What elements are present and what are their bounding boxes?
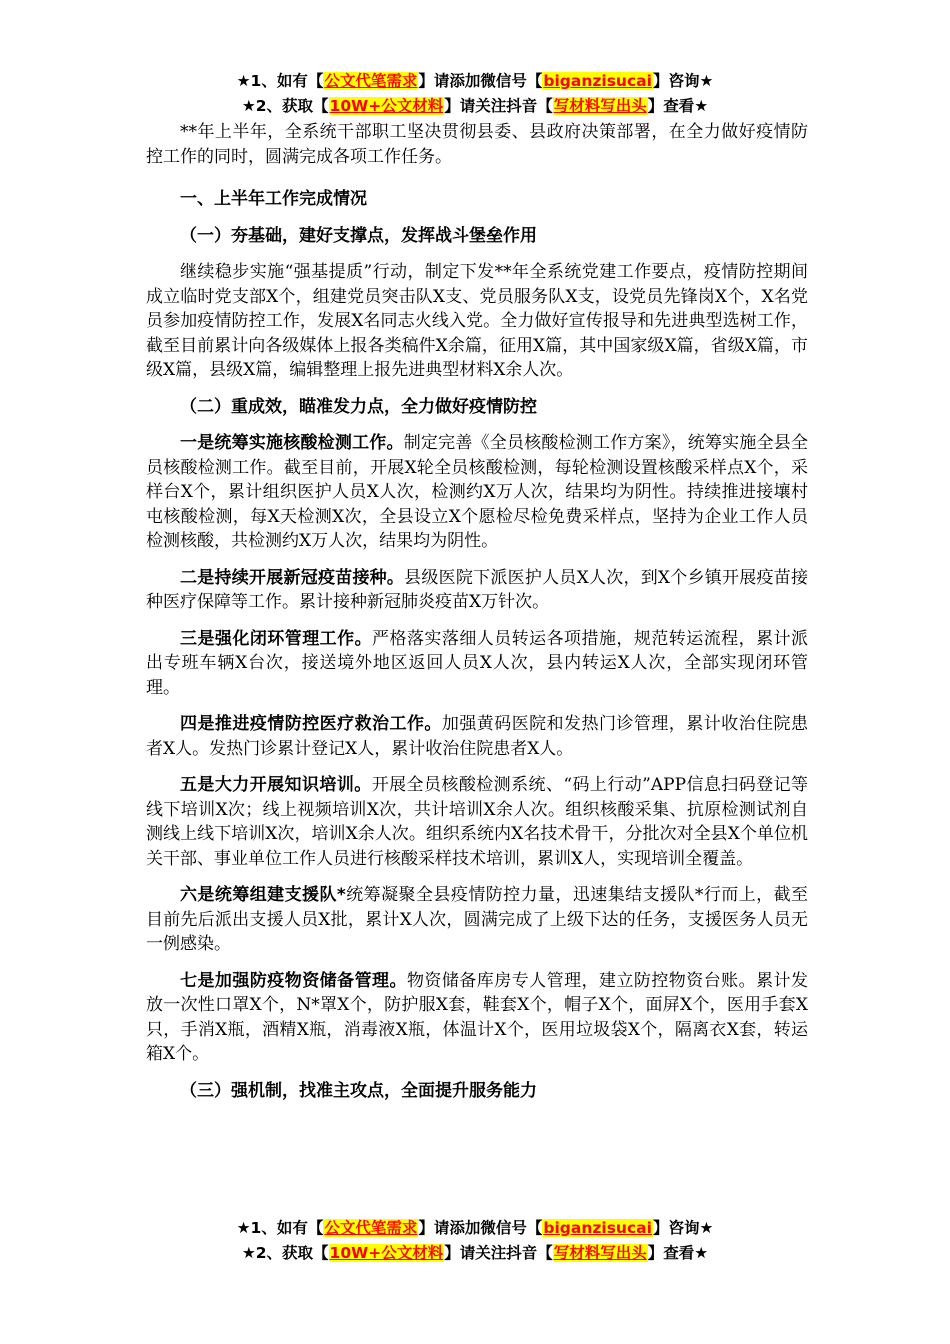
item-lead: 二是持续开展新冠疫苗接种。 <box>180 567 405 588</box>
item-lead: 七是加强防疫物资储备管理。 <box>180 970 407 991</box>
item-lead: 三是强化闭环管理工作。 <box>180 628 373 649</box>
banner-text: ★1、如有【 <box>236 72 324 90</box>
item-text: 物资储备库房专人管理，建立防控物资台账。累计发放一次性口罩X个，N*罩X个，防护服X套，鞋套X个，帽子X个，面屏X个，医用手套X只，手消X瓶，酒精X瓶，消毒液X瓶，体温计X个，医用垃圾袋X个，隔离衣X套，转运箱X个。 <box>146 970 809 1064</box>
banner-text: ★2、获取【 <box>241 1244 329 1262</box>
banner-highlight: 写材料写出头 <box>553 97 647 115</box>
item-text: 加强黄码医院和发热门诊管理，累计收治住院患者X人。发热门诊累计登记X人，累计收治住院患者X人。 <box>146 714 809 759</box>
banner-text: 】查看★ <box>647 1244 709 1262</box>
top-banner <box>0 69 950 119</box>
subsection-heading-3: （三）强机制，找准主攻点，全面提升服务能力 <box>180 1080 537 1101</box>
banner-text: 】咨询★ <box>652 1219 714 1237</box>
item-paragraph <box>146 969 808 1067</box>
document-body <box>146 120 808 1115</box>
item-lead: 五是大力开展知识培训。 <box>180 775 372 795</box>
section-heading: 一、上半年工作完成情况 <box>180 189 367 209</box>
item-text: 县级医院下派医护人员X人次，到X个乡镇开展疫苗接种医疗保障等工作。累计接种新冠肺炎疫苗X万针次。 <box>146 567 808 612</box>
item-paragraph <box>146 431 808 554</box>
item-lead: 一是统筹实施核酸检测工作。 <box>180 433 404 453</box>
item-text: 制定完善《全员核酸检测工作方案》，统筹实施全县全员核酸检测工作。截至目前，开展X轮全员核酸检测，每轮检测设置核酸采样点X个，采样台X个，累计组织医护人员X人次，检测约X万人次，结果均为阴性。持续推进接壤村屯核酸检测，每X天检测X次，全县设立X个愿检尽检免费采样点，坚持为企业工作人员检测核酸，共检测约X万人次，结果均为阴性。 <box>146 433 809 551</box>
item-text: 严格落实落细人员转运各项措施，规范转运流程，累计派出专班车辆X台次，接送境外地区返回人员X人次，县内转运X人次，全部实现闭环管理。 <box>146 628 809 698</box>
banner-text: 】咨询★ <box>652 72 714 90</box>
item-text: 开展全员核酸检测系统、“码上行动”APP信息扫码登记等线下培训X次；线上视频培训X次，共计培训X余人次。组织核酸采集、抗原检测试剂自测线上线下培训X次，培训X余人次。组织系统内X名技术骨干，分批次对全县X个单位机关干部、事业单位工作人员进行核酸采样技术培训，累训X人，实现培训全覆盖。 <box>146 775 808 869</box>
banner-text: 】请添加微信号【 <box>418 72 543 90</box>
banner-highlight: 10W+公文材料 <box>329 1244 444 1262</box>
banner-highlight: 写材料写出头 <box>553 1244 647 1262</box>
item-text: 统筹凝聚全县疫情防控力量，迅速集结支援队*行而上，截至目前先后派出支援人员X批，累计X人次，圆满完成了上级下达的任务，支援医务人员无一例感染。 <box>146 885 809 954</box>
item-lead: 四是推进疫情防控医疗救治工作。 <box>180 714 442 734</box>
banner-highlight: 公文代笔需求 <box>324 72 418 90</box>
subsection-1-paragraph: 继续稳步实施“强基提质”行动，制定下发**年全系统党建工作要点，疫情防控期间成立临时党支部X个，组建党员突击队X支、党员服务队X支，设党员先锋岗X个，X名党员参加疫情防控工作，发展X名同志火线入党。全力做好宣传报导和先进典型选树工作，截至目前累计向各级媒体上报各类稿件X余篇，征用X篇，其中国家级X篇，省级X篇，市级X篇，县级X篇，编辑整理上报先进典型材料X余人次。 <box>146 262 808 380</box>
banner-text: 】请添加微信号【 <box>418 1219 543 1237</box>
banner-text: 】查看★ <box>647 97 709 115</box>
banner-text: ★1、如有【 <box>236 1219 324 1237</box>
banner-line-1 <box>0 69 950 94</box>
banner-highlight: biganzisucai <box>543 1219 652 1237</box>
banner-highlight: 10W+公文材料 <box>329 97 444 115</box>
banner-line-2 <box>0 94 950 119</box>
subsection-heading-2: （二）重成效，瞄准发力点，全力做好疫情防控 <box>180 396 537 417</box>
item-paragraph <box>146 627 808 701</box>
item-paragraph <box>146 773 808 871</box>
intro-paragraph: **年上半年，全系统干部职工坚决贯彻县委、县政府决策部署，在全力做好疫情防控工作的同时，圆满完成各项工作任务。 <box>146 122 808 167</box>
banner-line-1 <box>0 1216 950 1241</box>
banner-text: 】请关注抖音【 <box>444 1244 553 1262</box>
banner-highlight: biganzisucai <box>543 72 652 90</box>
item-paragraph <box>146 566 808 615</box>
banner-text: 】请关注抖音【 <box>444 97 553 115</box>
banner-line-2 <box>0 1241 950 1266</box>
item-paragraph <box>146 712 808 761</box>
subsection-heading-1: （一）夯基础，建好支撑点，发挥战斗堡垒作用 <box>180 225 537 246</box>
banner-highlight: 公文代笔需求 <box>324 1219 418 1237</box>
banner-text: ★2、获取【 <box>241 97 329 115</box>
bottom-banner <box>0 1216 950 1266</box>
item-paragraph <box>146 883 808 957</box>
item-lead: 六是统筹组建支援队* <box>180 885 346 905</box>
